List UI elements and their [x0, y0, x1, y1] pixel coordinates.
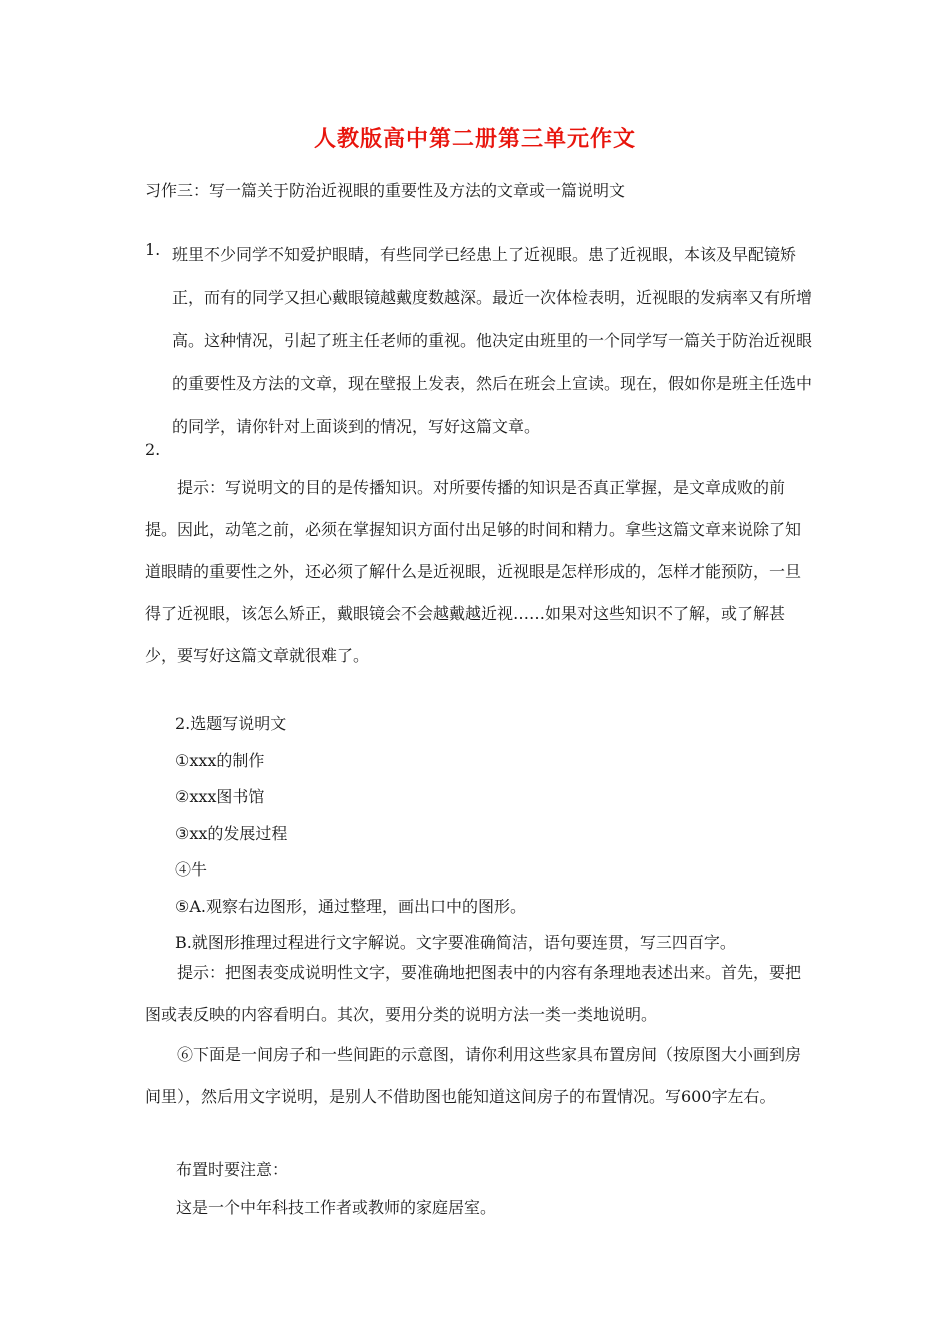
topic-hint: 提示：把图表变成说明性文字，要准确地把图表中的内容有条理地表述出来。首先，要把图或表反映的内容看明白。其次，要用分类的说明方法一类一类地说明。 — [145, 963, 802, 1024]
item-1-text: 班里不少同学不知爱护眼睛，有些同学已经患上了近视眼。患了近视眼，本该及早配镜矫正，而有的同学又担心戴眼镜越戴度数越深。最近一次体检表明，近视眼的发病率又有所增高。这种情况，引起了班主任老师的重视。他决定由班里的一个同学写一篇关于防治近视眼的重要性及方法的文章，现在壁报上发表，然后在班会上宣读。现在，假如你是班主任选中的同学，请你针对上面谈到的情况，写好这篇文章。 — [172, 245, 813, 436]
item-2-hint: 提示：写说明文的目的是传播知识。对所要传播的知识是否真正掌握，是文章成败的前提。因此，动笔之前，必须在掌握知识方面付出足够的时间和精力。拿些这篇文章来说除了知道眼睛的重要性之外，还必须了解什么是近视眼，近视眼是怎样形成的，怎样才能预防，一旦得了近视眼，该怎么矫正，戴眼镜会不会越戴越近视……如果对这些知识不了解，或了解甚少，要写好这篇文章就很难了。 — [145, 478, 802, 665]
topic-option: B.就图形推理过程进行文字解说。文字要准确简洁，语句要连贯，写三四百字。 — [175, 933, 736, 952]
item-1-number: 1. — [145, 240, 161, 259]
topic-option: ④牛 — [175, 860, 208, 879]
topic-option: ②xxx图书馆 — [175, 787, 265, 806]
topic-option: ①xxx的制作 — [175, 750, 265, 770]
topic-list-heading: 2.选题写说明文 — [175, 714, 287, 733]
item-2-number: 2. — [145, 440, 161, 459]
topic-item-6: ⑥下面是一间房子和一些间距的示意图，请你利用这些家具布置房间（按原图大小画到房间里），然后用文字说明，是别人不借助图也能知道这间房子的布置情况。写600字左右。 — [145, 1045, 802, 1106]
topic-option: ③xx的发展过程 — [175, 823, 288, 843]
note-heading: 布置时要注意： — [176, 1160, 289, 1179]
topic-option: ⑤A.观察右边图形，通过整理，画出口中的图形。 — [175, 896, 526, 916]
document-title: 人教版高中第二册第三单元作文 — [313, 127, 636, 152]
note-text: 这是一个中年科技工作者或教师的家庭居室。 — [176, 1198, 497, 1217]
topic-list — [175, 706, 815, 962]
assignment-subtitle: 习作三：写一篇关于防治近视眼的重要性及方法的文章或一篇说明文 — [145, 181, 626, 200]
